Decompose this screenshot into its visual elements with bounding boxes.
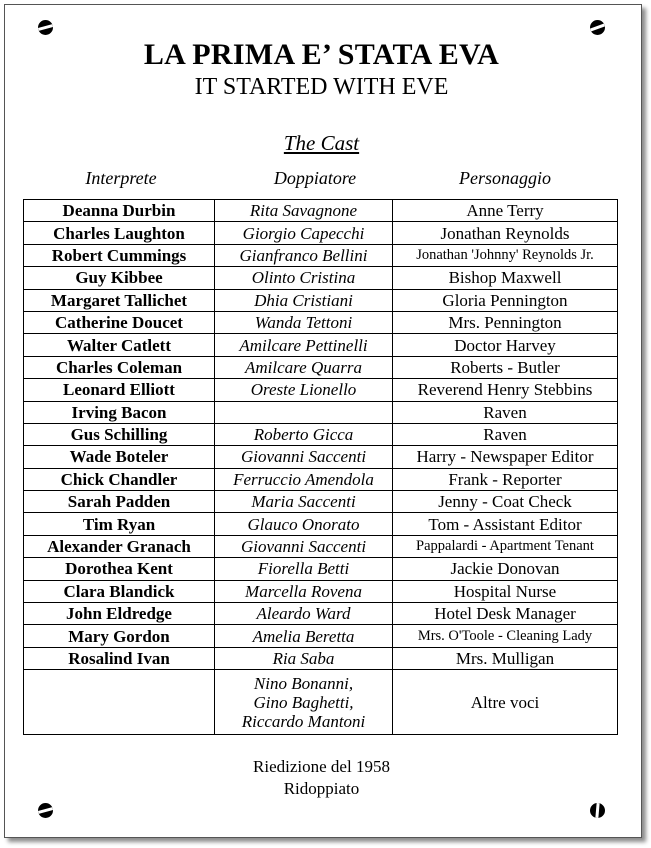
dubber-cell: Rita Savagnone — [215, 200, 393, 222]
role-cell: Jenny - Coat Check — [393, 491, 618, 513]
actor-cell: Walter Catlett — [24, 334, 215, 356]
table-row — [24, 513, 618, 535]
dubber-cell: Aleardo Ward — [215, 603, 393, 625]
dubber-cell: Glauco Onorato — [215, 513, 393, 535]
table-row-other-voices — [24, 670, 618, 735]
table-row — [24, 535, 618, 557]
dubber-name: Nino Bonanni, — [253, 673, 354, 693]
role-cell: Reverend Henry Stebbins — [393, 379, 618, 401]
screw-icon — [38, 20, 53, 35]
screw-icon — [590, 803, 605, 818]
role-cell: Jonathan Reynolds — [393, 222, 618, 244]
table-row — [24, 379, 618, 401]
actor-cell: Alexander Granach — [24, 535, 215, 557]
actor-cell: Catherine Doucet — [24, 311, 215, 333]
actor-cell: John Eldredge — [24, 603, 215, 625]
dubber-cell: Gianfranco Bellini — [215, 244, 393, 266]
column-header-personaggio: Personaggio — [459, 168, 551, 188]
actor-cell: Leonard Elliott — [24, 379, 215, 401]
table-row — [24, 356, 618, 378]
table-row — [24, 311, 618, 333]
dubber-cell: Roberto Gicca — [215, 423, 393, 445]
actor-cell: Guy Kibbee — [24, 267, 215, 289]
dubber-name: Riccardo Mantoni — [241, 711, 366, 731]
dubber-cell: Oreste Lionello — [215, 379, 393, 401]
table-row — [24, 267, 618, 289]
actor-cell: Deanna Durbin — [24, 200, 215, 222]
dubber-cell: Ria Saba — [215, 647, 393, 669]
dubber-cell: Marcella Rovena — [215, 580, 393, 602]
column-header-interprete: Interprete — [85, 168, 157, 188]
role-cell: Tom - Assistant Editor — [393, 513, 618, 535]
role-cell: Anne Terry — [393, 200, 618, 222]
table-row — [24, 558, 618, 580]
role-cell: Frank - Reporter — [393, 468, 618, 490]
role-cell: Bishop Maxwell — [393, 267, 618, 289]
actor-cell: Clara Blandick — [24, 580, 215, 602]
table-row — [24, 289, 618, 311]
role-cell: Raven — [393, 423, 618, 445]
table-row — [24, 334, 618, 356]
page-subtitle: IT STARTED WITH EVE — [194, 74, 449, 100]
footer-reissue: Riedizione del 1958 — [253, 757, 390, 776]
role-cell: Harry - Newspaper Editor — [393, 446, 618, 468]
actor-cell: Robert Cummings — [24, 244, 215, 266]
table-row — [24, 446, 618, 468]
actor-cell: Chick Chandler — [24, 468, 215, 490]
dubber-cell — [215, 401, 393, 423]
actor-cell: Charles Coleman — [24, 356, 215, 378]
table-row — [24, 647, 618, 669]
page-title: LA PRIMA E’ STATA EVA — [143, 38, 500, 71]
actor-cell: Mary Gordon — [24, 625, 215, 647]
dubber-cell: Amilcare Quarra — [215, 356, 393, 378]
actor-cell: Gus Schilling — [24, 423, 215, 445]
dubber-cell: Amelia Beretta — [215, 625, 393, 647]
role-cell: Hospital Nurse — [393, 580, 618, 602]
actor-cell: Rosalind Ivan — [24, 647, 215, 669]
role-cell: Mrs. Mulligan — [393, 647, 618, 669]
screw-icon — [590, 20, 605, 35]
table-row — [24, 200, 618, 222]
actor-cell: Charles Laughton — [24, 222, 215, 244]
role-cell: Mrs. Pennington — [393, 311, 618, 333]
actor-cell: Wade Boteler — [24, 446, 215, 468]
cast-heading: The Cast — [283, 131, 360, 155]
dubber-name: Gino Baghetti, — [253, 692, 354, 712]
cast-table-body — [24, 200, 618, 735]
role-cell: Gloria Pennington — [393, 289, 618, 311]
role-cell: Altre voci — [393, 670, 618, 735]
actor-cell — [24, 670, 215, 735]
column-header-doppiatore: Doppiatore — [273, 168, 357, 188]
table-row — [24, 222, 618, 244]
role-cell: Jackie Donovan — [393, 558, 618, 580]
screw-icon — [38, 803, 53, 818]
table-row — [24, 491, 618, 513]
dubber-cell: Giovanni Saccenti — [215, 446, 393, 468]
table-row — [24, 423, 618, 445]
dubber-cell — [215, 670, 393, 735]
actor-cell: Tim Ryan — [24, 513, 215, 535]
actor-cell: Margaret Tallichet — [24, 289, 215, 311]
table-row — [24, 580, 618, 602]
actor-cell: Irving Bacon — [24, 401, 215, 423]
dubber-cell: Fiorella Betti — [215, 558, 393, 580]
footer-redubbed: Ridoppiato — [283, 779, 360, 798]
dubber-cell: Ferruccio Amendola — [215, 468, 393, 490]
dubber-cell: Wanda Tettoni — [215, 311, 393, 333]
dubber-cell: Dhia Cristiani — [215, 289, 393, 311]
actor-cell: Dorothea Kent — [24, 558, 215, 580]
actor-cell: Sarah Padden — [24, 491, 215, 513]
cast-table — [23, 199, 618, 735]
table-row — [24, 244, 618, 266]
table-row — [24, 603, 618, 625]
role-cell: Jonathan 'Johnny' Reynolds Jr. — [393, 244, 618, 266]
role-cell: Doctor Harvey — [393, 334, 618, 356]
dubber-cell: Amilcare Pettinelli — [215, 334, 393, 356]
role-cell: Mrs. O'Toole - Cleaning Lady — [393, 625, 618, 647]
table-row — [24, 401, 618, 423]
dubber-cell: Giovanni Saccenti — [215, 535, 393, 557]
role-cell: Pappalardi - Apartment Tenant — [393, 535, 618, 557]
role-cell: Raven — [393, 401, 618, 423]
table-row — [24, 625, 618, 647]
dubber-cell: Giorgio Capecchi — [215, 222, 393, 244]
dubber-cell: Maria Saccenti — [215, 491, 393, 513]
role-cell: Hotel Desk Manager — [393, 603, 618, 625]
table-row — [24, 468, 618, 490]
role-cell: Roberts - Butler — [393, 356, 618, 378]
dubber-cell: Olinto Cristina — [215, 267, 393, 289]
